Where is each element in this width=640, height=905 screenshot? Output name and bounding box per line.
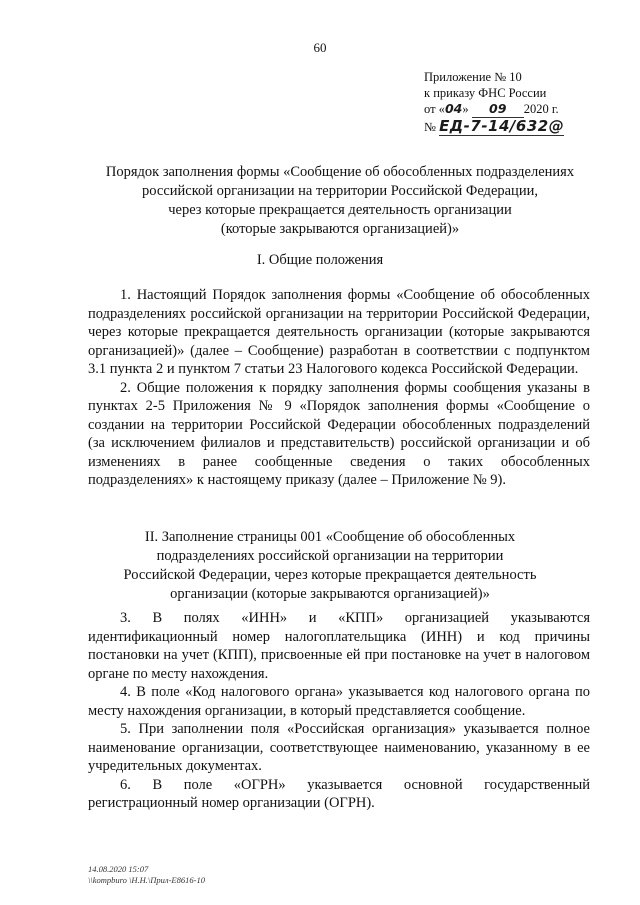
order-num-prefix: № <box>424 120 440 134</box>
section-2-heading <box>0 528 640 604</box>
paragraph-6: 6. В поле «ОГРН» указывается основной государственный регистрационный номер организации (ОГРН). <box>88 776 590 811</box>
title-line-1: Порядок заполнения формы «Сообщение об обособленных подразделениях <box>105 164 575 180</box>
date-year: 2020 г. <box>523 102 559 116</box>
section-1-heading: I. Общие положения <box>256 252 384 268</box>
paragraph-3: 3. В полях «ИНН» и «КПП» организацией указываются идентификационный номер налогоплательщика (ИНН) и код причины постановки на учет (КПП), присвоенные ей при постановке на учет в налоговом органе по месту нахождения. <box>88 610 590 682</box>
date-prefix: от « <box>424 102 445 116</box>
paragraph-4: 4. В поле «Код налогового органа» указывается код налогового органа по месту нахождения организации, в который представляется сообщение. <box>88 684 590 719</box>
appendix-line-2: к приказу ФНС России <box>424 86 547 100</box>
footer-line-1: 14.08.2020 15:07 <box>88 864 149 874</box>
footer-line-2: \\kompburo \Н.Н.\Прил-Е8616-10 <box>88 875 205 885</box>
section-2-line-1: II. Заполнение страницы 001 «Сообщение об обособленных <box>144 529 516 545</box>
title-line-3: через которые прекращается деятельность организации <box>168 202 512 218</box>
page-number: 60 <box>313 40 327 55</box>
appendix-order-number <box>424 118 564 135</box>
section-2-body <box>88 609 590 813</box>
section-2-line-3: Российской Федерации, через которые прекращается деятельность <box>123 567 537 583</box>
order-number-handwritten: ЕД-7-14/632@ <box>439 117 565 135</box>
section-2-line-2: подразделениях российской организации на территории <box>156 548 504 564</box>
section-1-body <box>88 286 590 490</box>
appendix-date <box>424 101 564 118</box>
paragraph-5: 5. При заполнении поля «Российская организация» указывается полное наименование организации, соответствующее наименованию, указанному в ее учредительных документах. <box>88 721 590 774</box>
title-line-2: российской организации на территории Российской Федерации, <box>142 183 538 199</box>
title-line-4: (которые закрываются организацией)» <box>220 221 460 237</box>
paragraph-2: 2. Общие положения к порядку заполнения формы сообщения указаны в пунктах 2-5 Приложения № 9 «Порядок заполнения формы «Сообщение о создании на территории Российской Федерации обособленных подразделений (за исключением филиалов и представительств) российской организации и об изменениях в ранее сообщенные сведения о таких обособленных подразделениях» к настоящему приказу (далее – Приложение № 9). <box>88 379 590 488</box>
date-month-handwritten: 09 <box>472 101 524 118</box>
section-2-line-4: организации (которые закрываются организацией)» <box>170 586 490 602</box>
paragraph-1: 1. Настоящий Порядок заполнения формы «Сообщение об обособленных подразделениях российской организации на территории Российской Федерации, через которые прекращается деятельность организации (которые закрываются организацией)» (далее – Сообщение) разработан в соответствии с подпунктом 3.1 пункта 2 и пунктом 7 статьи 23 Налогового кодекса Российской Федерации. <box>88 287 590 377</box>
appendix-block <box>424 69 564 135</box>
footer-stamp <box>88 864 205 886</box>
appendix-line-1: Приложение № 10 <box>424 70 522 84</box>
date-day-handwritten: 04 <box>444 101 463 116</box>
date-mid: » <box>462 102 472 116</box>
document-title <box>60 163 620 239</box>
